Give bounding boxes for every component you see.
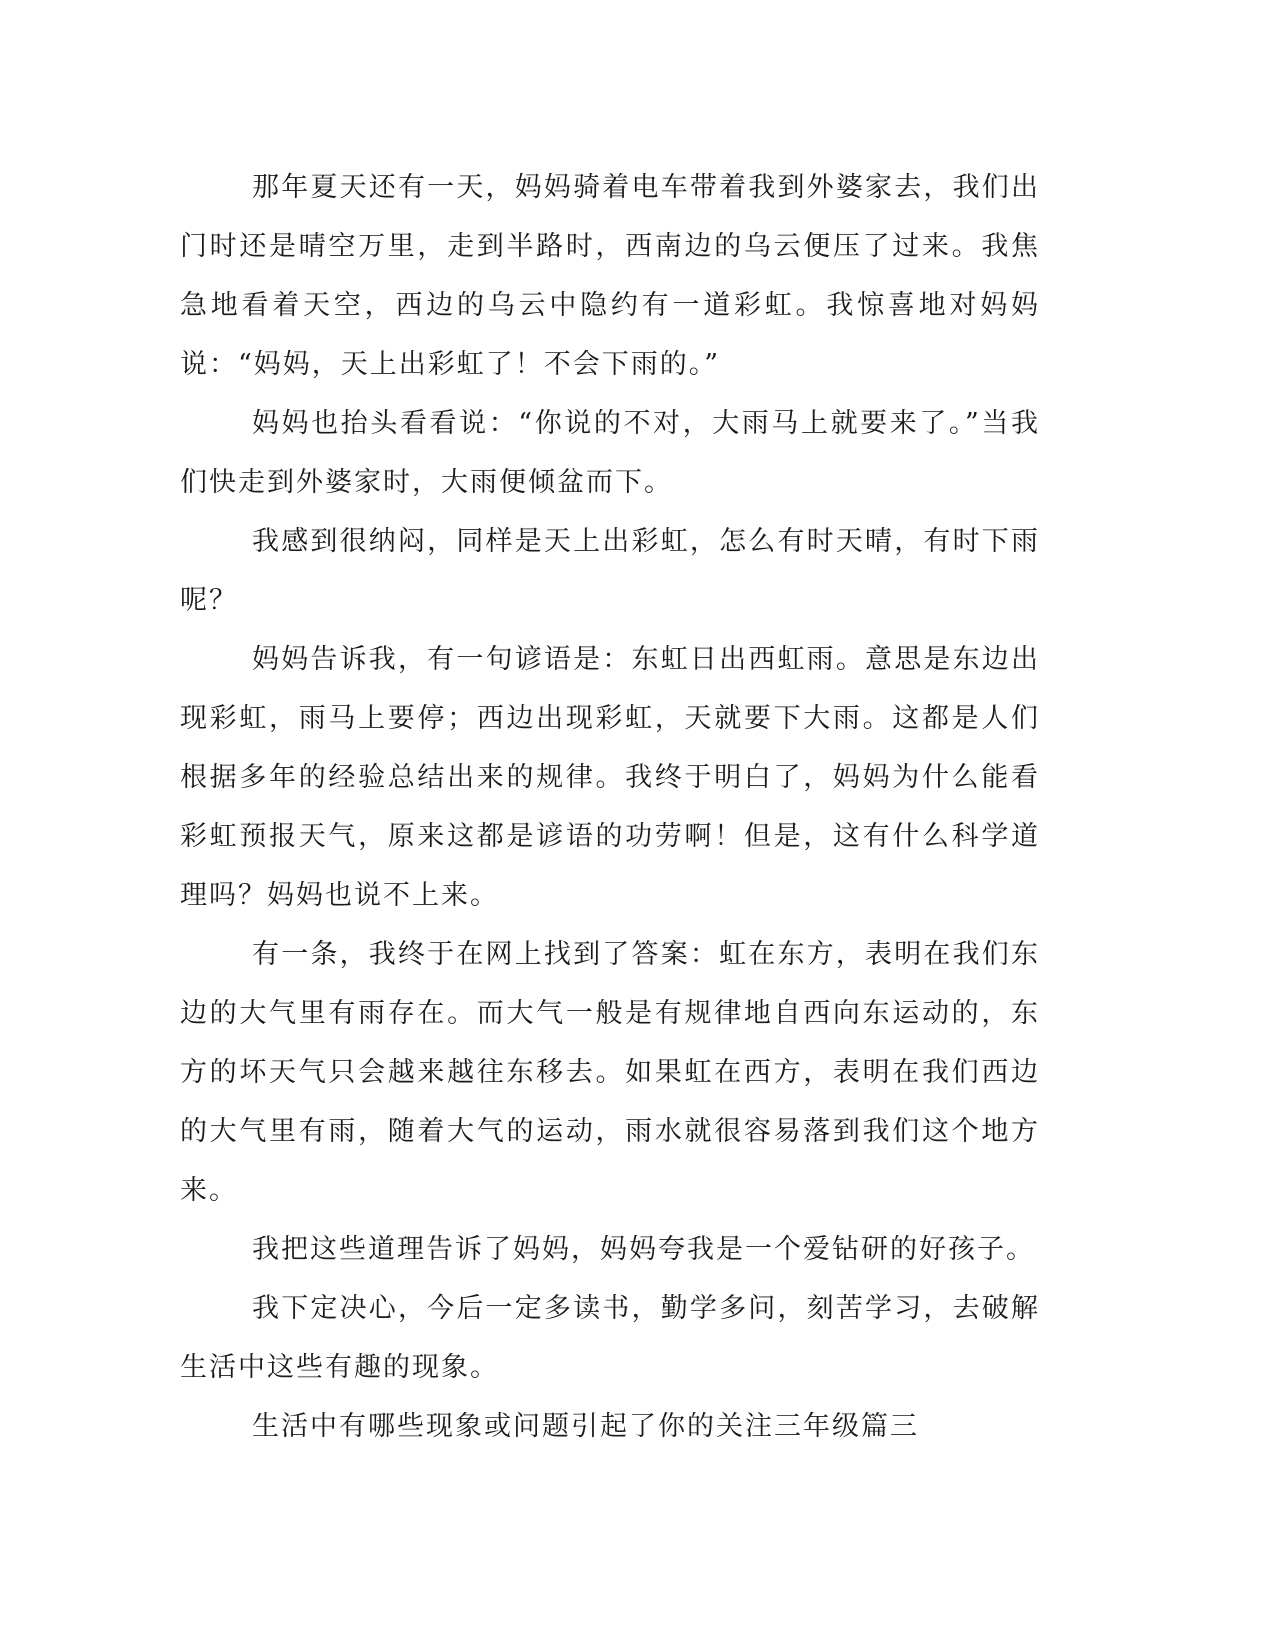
document-body [180, 158, 1040, 1456]
paragraph-3: 我感到很纳闷，同样是天上出彩虹，怎么有时天晴，有时下雨呢？ [180, 526, 1040, 616]
paragraph-1: 那年夏天还有一天，妈妈骑着电车带着我到外婆家去，我们出门时还是晴空万里，走到半路时，西南边的乌云便压了过来。我焦急地看着天空，西边的乌云中隐约有一道彩虹。我惊喜地对妈妈说：“妈妈，天上出彩虹了！不会下雨的。” [180, 172, 1040, 380]
paragraph-7: 我下定决心，今后一定多读书，勤学多问，刻苦学习，去破解生活中这些有趣的现象。 [180, 1293, 1040, 1383]
paragraph-5: 有一条，我终于在网上找到了答案：虹在东方，表明在我们东边的大气里有雨存在。而大气一般是有规律地自西向东运动的，东方的坏天气只会越来越往东移去。如果虹在西方，表明在我们西边的大气里有雨，随着大气的运动，雨水就很容易落到我们这个地方来。 [180, 939, 1040, 1206]
paragraph-2: 妈妈也抬头看看说：“你说的不对，大雨马上就要来了。”当我们快走到外婆家时，大雨便倾盆而下。 [180, 408, 1040, 498]
section-heading: 生活中有哪些现象或问题引起了你的关注三年级篇三 [252, 1411, 919, 1442]
paragraph-4: 妈妈告诉我，有一句谚语是：东虹日出西虹雨。意思是东边出现彩虹，雨马上要停；西边出现彩虹，天就要下大雨。这都是人们根据多年的经验总结出来的规律。我终于明白了，妈妈为什么能看彩虹预报天气，原来这都是谚语的功劳啊！但是，这有什么科学道理吗？妈妈也说不上来。 [180, 644, 1040, 911]
paragraph-6: 我把这些道理告诉了妈妈，妈妈夸我是一个爱钻研的好孩子。 [252, 1234, 1035, 1265]
